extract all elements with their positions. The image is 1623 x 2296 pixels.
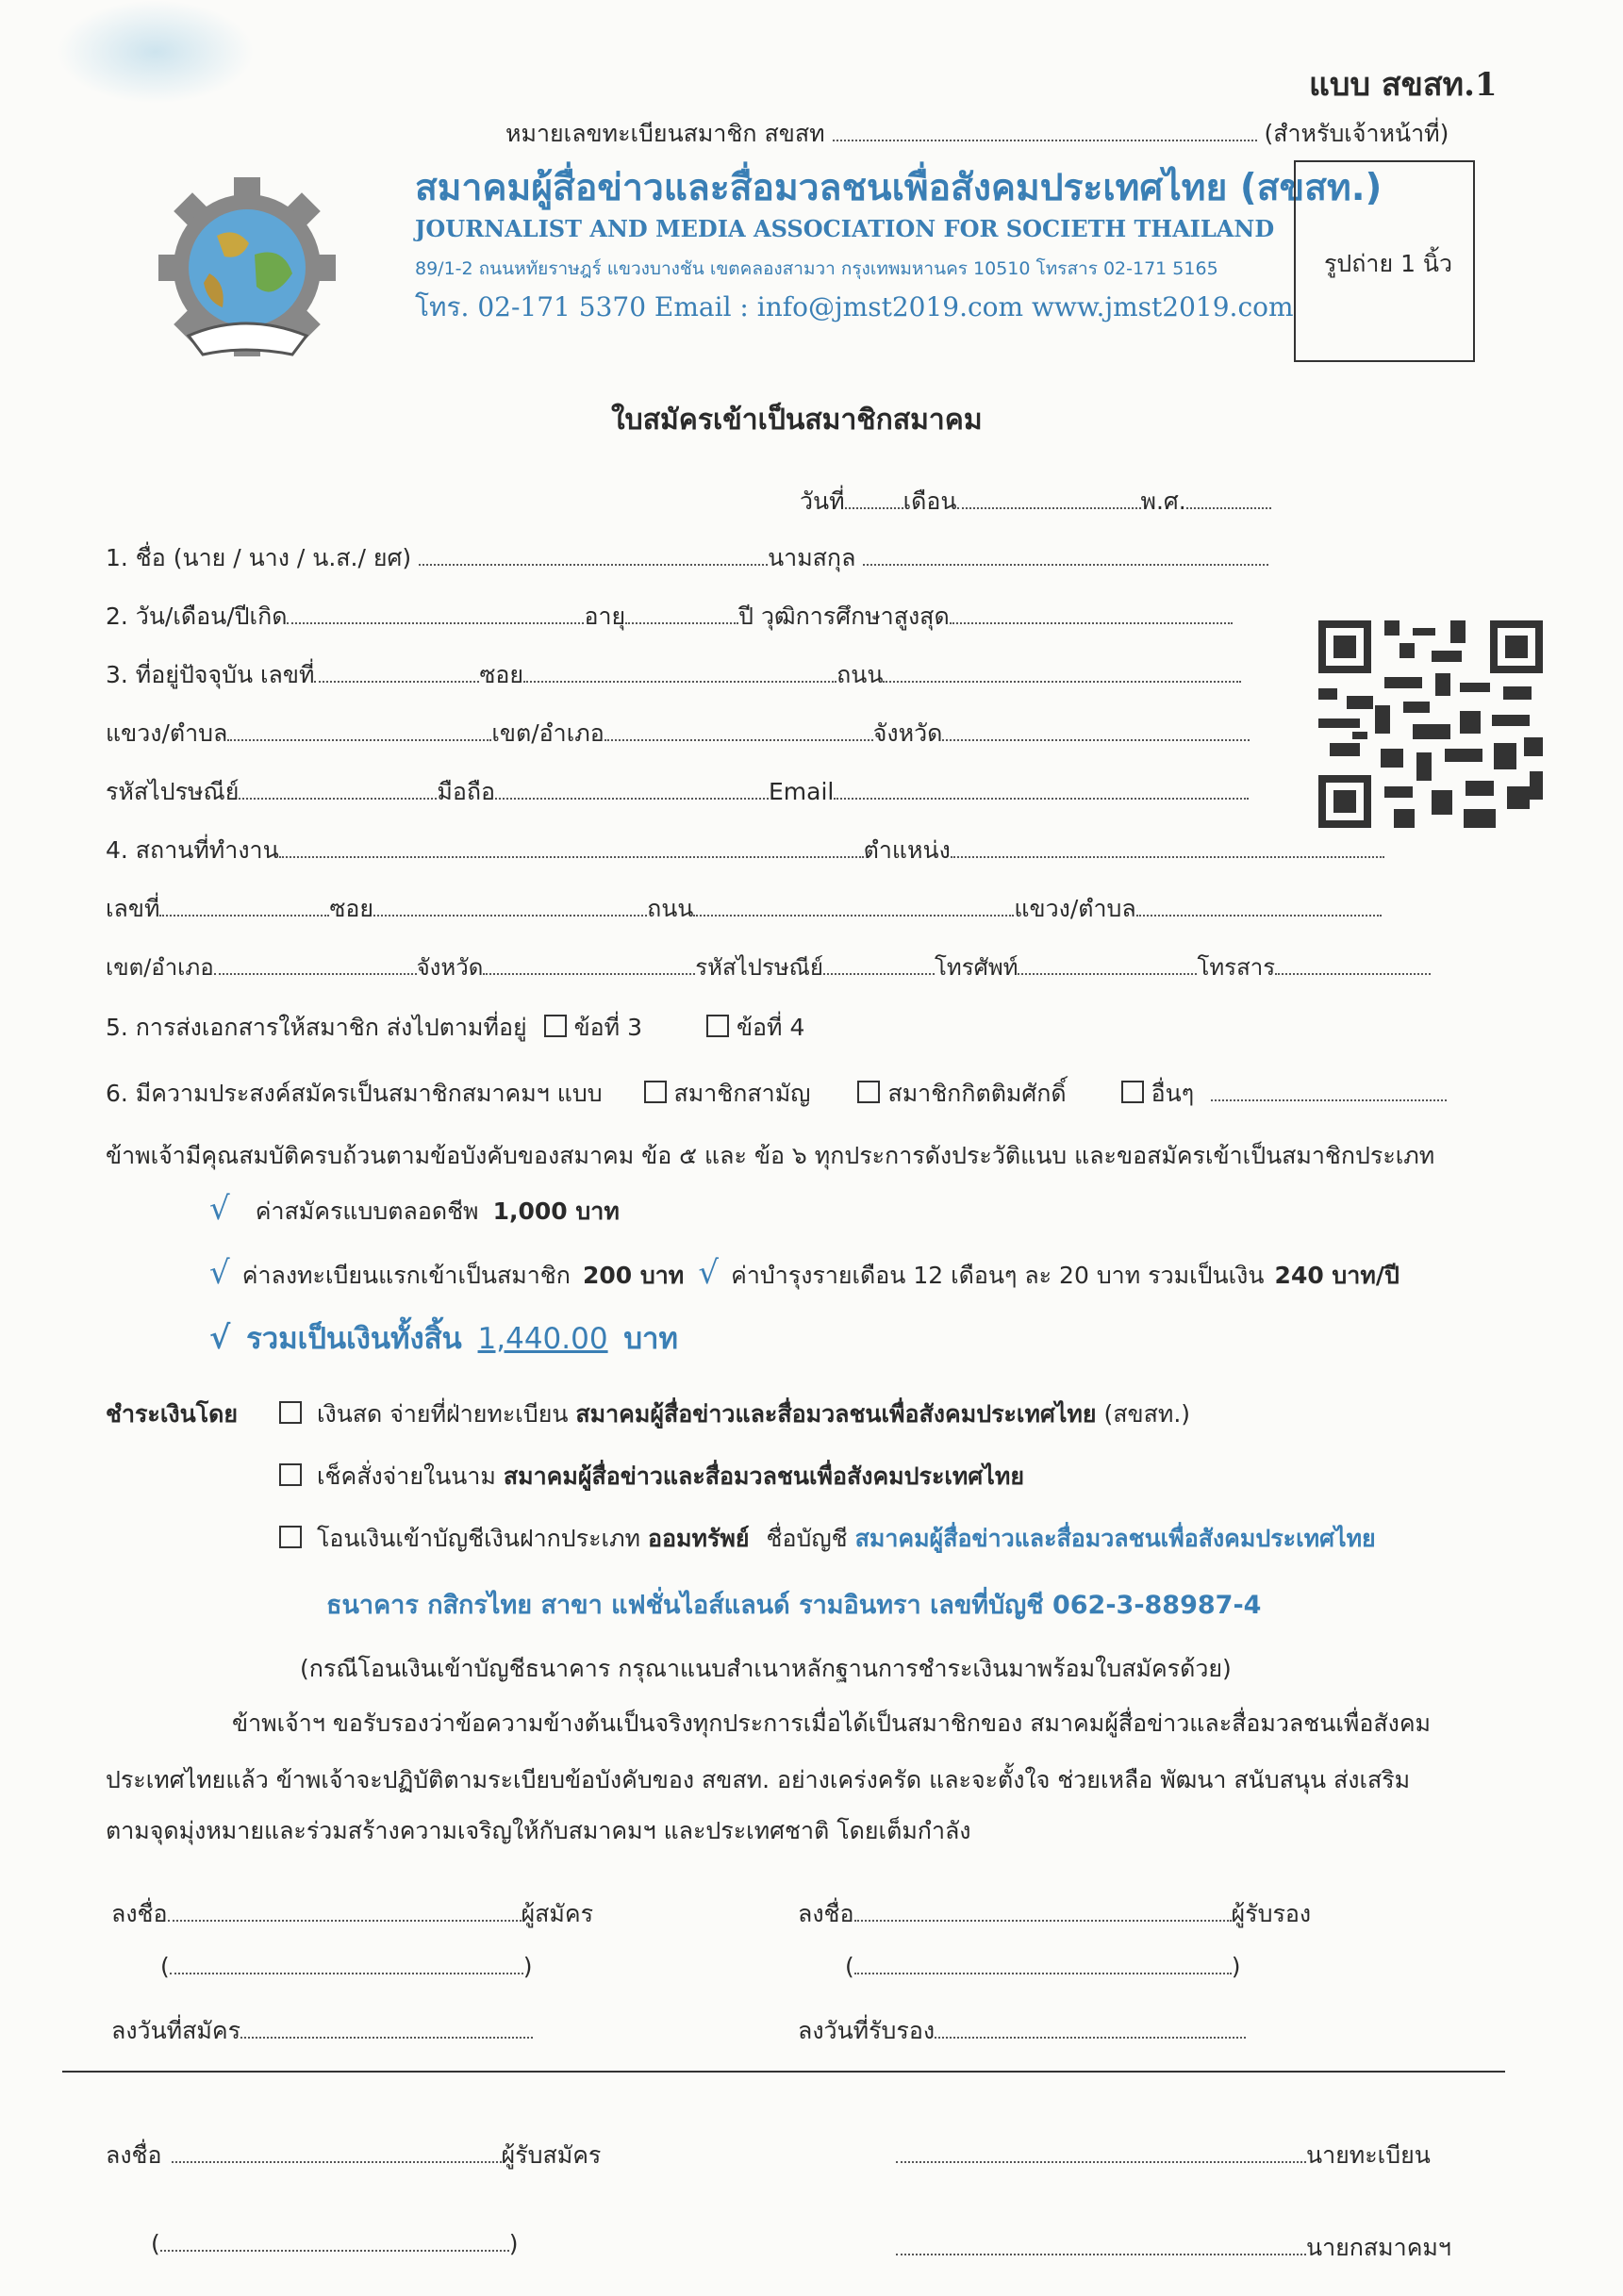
- q4-row3: [106, 949, 1431, 985]
- q3-address-label: 3. ที่อยู่ปัจจุบัน เลขที่: [106, 661, 315, 688]
- form-code: แบบ สขสท.1: [1309, 66, 1498, 104]
- education-label: ปี วุฒิการศึกษาสูงสุด: [738, 603, 950, 630]
- applicant-name-field[interactable]: [170, 1952, 523, 1974]
- close-paren: ): [508, 2230, 519, 2257]
- q3-row3: [106, 773, 1249, 811]
- fee-lifetime-row: [209, 1190, 620, 1231]
- certify-date-field[interactable]: [935, 2016, 1246, 2039]
- certify-date-row: [798, 2012, 1246, 2050]
- applicant-signature-field[interactable]: [168, 1899, 522, 1922]
- certifier-name-field[interactable]: [854, 1952, 1232, 1974]
- cash-label: เงินสด จ่ายที่ฝ่ายทะเบียน: [316, 1400, 569, 1428]
- work-fax-label: โทรสาร: [1197, 954, 1276, 981]
- applicant-signature-row: [111, 1895, 593, 1933]
- birthdate-field[interactable]: [287, 602, 584, 624]
- transfer-type: ออมทรัพย์: [648, 1525, 750, 1552]
- address-road-field[interactable]: [883, 660, 1241, 683]
- education-field[interactable]: [950, 602, 1233, 624]
- cheque-label: เช็คสั่งจ่ายในนาม: [316, 1462, 496, 1490]
- open-paren: (: [845, 1953, 854, 1980]
- address-postcode-field[interactable]: [239, 777, 437, 800]
- fee-total-label: รวมเป็นเงินทั้งสิ้น: [246, 1322, 462, 1356]
- work-road-field[interactable]: [693, 894, 1014, 917]
- fee-reg-amount: 200 บาท: [582, 1262, 685, 1289]
- email-label: Email: [769, 778, 835, 805]
- date-day-label: วันที่: [800, 487, 845, 515]
- reg-number-label: หมายเลขทะเบียนสมาชิก สขสท: [505, 120, 825, 147]
- address-district-field[interactable]: [604, 719, 873, 741]
- apply-date-field[interactable]: [240, 2016, 533, 2039]
- q5-option-address3[interactable]: [544, 1014, 642, 1041]
- checkbox[interactable]: [644, 1081, 667, 1103]
- q6-option-honorary[interactable]: [857, 1080, 1066, 1107]
- date-day-field[interactable]: [845, 487, 903, 509]
- q3-soi-label: ซอย: [479, 661, 524, 688]
- org-contact: โทร. 02-171 5370 Email : info@jmst2019.com www.jmst2019.com: [415, 291, 1294, 322]
- q6-option-label: สมาชิกสามัญ: [673, 1080, 811, 1107]
- cheque-org: สมาคมผู้สื่อข่าวและสื่อมวลชนเพื่อสังคมประเทศไทย: [503, 1462, 1024, 1490]
- account-name-label: ชื่อบัญชี: [766, 1525, 848, 1552]
- registrar-row: [896, 2137, 1431, 2174]
- sign-label: ลงชื่อ: [798, 1900, 854, 1927]
- account-name: สมาคมผู้สื่อข่าวและสื่อมวลชนเพื่อสังคมประเทศไทย: [854, 1525, 1376, 1552]
- checkbox[interactable]: [1121, 1081, 1144, 1103]
- q6-other-field[interactable]: [1211, 1079, 1447, 1101]
- q4-row2: [106, 890, 1382, 928]
- fee-monthly-amount: 240 บาท/ปี: [1274, 1262, 1399, 1289]
- q6-option-ordinary[interactable]: [644, 1080, 811, 1107]
- q5-option-label: ข้อที่ 3: [573, 1014, 642, 1041]
- work-soi-field[interactable]: [373, 894, 647, 917]
- q5-option-address4[interactable]: [706, 1014, 804, 1041]
- certifier-name-row: [845, 1952, 1241, 1980]
- date-year-label: พ.ศ.: [1140, 487, 1186, 515]
- fee-lifetime-label: ค่าสมัครแบบตลอดชีพ: [255, 1198, 479, 1225]
- q6-option-other[interactable]: [1121, 1080, 1195, 1107]
- fee-monthly-label: ค่าบำรุงรายเดือน 12 เดือนๆ ละ 20 บาท รวมเป็นเงิน: [731, 1262, 1265, 1289]
- address-subdistrict-field[interactable]: [227, 719, 491, 741]
- checkbox[interactable]: [706, 1015, 729, 1037]
- close-paren: ): [522, 1953, 533, 1980]
- q1-row: [106, 539, 1268, 577]
- reg-number-field[interactable]: [833, 119, 1257, 141]
- reg-number-suffix: (สำหรับเจ้าหน้าที่): [1264, 120, 1449, 147]
- first-name-field[interactable]: [419, 543, 768, 566]
- checkbox[interactable]: [857, 1081, 880, 1103]
- apply-date-label: ลงวันที่สมัคร: [111, 2017, 241, 2044]
- date-year-field[interactable]: [1186, 487, 1271, 509]
- q4-soi-label: ซอย: [329, 895, 374, 922]
- cash-suffix: (สขสท.): [1103, 1400, 1191, 1428]
- fee-lifetime-amount: 1,000 บาท: [492, 1198, 620, 1225]
- certifier-label: ผู้รับรอง: [1231, 1900, 1312, 1927]
- president-label: นายกสมาคมฯ: [1306, 2234, 1451, 2261]
- certifier-signature-row: [798, 1895, 1311, 1933]
- fee-reg-label: ค่าลงทะเบียนแรกเข้าเป็นสมาชิก: [241, 1262, 571, 1289]
- date-line: [800, 483, 1271, 520]
- q3-province-label: จังหวัด: [872, 719, 943, 747]
- check-icon: √: [209, 1254, 230, 1292]
- paper-stain: [57, 0, 255, 104]
- president-row: [896, 2229, 1451, 2267]
- sign-label: ลงชื่อ: [111, 1900, 168, 1927]
- checkbox[interactable]: [279, 1463, 302, 1486]
- date-month-label: เดือน: [903, 487, 957, 515]
- q4-subdistrict-label: แขวง/ตำบล: [1014, 895, 1136, 922]
- checkbox[interactable]: [544, 1015, 567, 1037]
- q6-option-label: อื่นๆ: [1151, 1080, 1195, 1107]
- work-province-field[interactable]: [483, 952, 695, 975]
- receiver-name-row: [151, 2229, 519, 2257]
- surname-field[interactable]: [863, 543, 1268, 566]
- age-field[interactable]: [625, 602, 738, 624]
- q4-province-label: จังหวัด: [416, 954, 484, 981]
- work-district-field[interactable]: [214, 952, 417, 975]
- q6-row: [106, 1075, 1447, 1113]
- q3-subdistrict-label: แขวง/ตำบล: [106, 719, 228, 747]
- applicant-name-row: [160, 1952, 533, 1980]
- association-logo: [151, 170, 340, 368]
- registrar-signature-field[interactable]: [896, 2140, 1306, 2163]
- q4-row1: [106, 832, 1384, 869]
- email-field[interactable]: [834, 777, 1249, 800]
- check-icon: √: [209, 1319, 231, 1357]
- work-phone-field[interactable]: [1018, 952, 1197, 975]
- transfer-note: (กรณีโอนเงินเข้าบัญชีธนาคาร กรุณาแนบสำเนาหลักฐานการชำระเงินมาพร้อมใบสมัครด้วย): [300, 1655, 1232, 1682]
- q3-road-label: ถนน: [836, 661, 884, 688]
- position-label: ตำแหน่ง: [863, 836, 951, 864]
- declaration-line-2: ประเทศไทยแล้ว ข้าพเจ้าจะปฏิบัติตามระเบียบข้อบังคับของ สขสท. อย่างเคร่งครัด และจะตั้งใจ ช่วยเหลือ พัฒนา สนับสนุน ส่งเสริม: [106, 1766, 1411, 1793]
- form-title: ใบสมัครเข้าเป็นสมาชิกสมาคม: [611, 404, 983, 437]
- qualify-statement: ข้าพเจ้ามีคุณสมบัติครบถ้วนตามข้อบังคับของสมาคม ข้อ ๕ และ ข้อ ๖ ทุกประการดังประวัติแนบ และขอสมัครเข้าเป็นสมาชิกประเภท: [106, 1142, 1435, 1169]
- q3-row2: [106, 715, 1250, 752]
- photo-label: รูปถ่าย 1 นิ้ว: [1324, 250, 1453, 277]
- receiver-label: ผู้รับสมัคร: [501, 2141, 602, 2169]
- q6-membership-label: 6. มีความประสงค์สมัครเป็นสมาชิกสมาคมฯ แบบ: [106, 1080, 603, 1107]
- open-paren: (: [151, 2230, 160, 2257]
- payment-cheque-option[interactable]: [279, 1458, 1024, 1495]
- checkbox[interactable]: [279, 1401, 302, 1424]
- apply-date-row: [111, 2012, 533, 2050]
- declaration-line-3: ตามจุดมุ่งหมายและร่วมสร้างความเจริญให้กับสมาคมฯ และประเทศชาติ โดยเต็มกำลัง: [106, 1817, 971, 1844]
- q3-postcode-label: รหัสไปรษณีย์: [106, 778, 240, 805]
- address-soi-field[interactable]: [523, 660, 836, 683]
- work-phone-label: โทรศัพท์: [934, 954, 1019, 981]
- position-field[interactable]: [951, 835, 1384, 858]
- applicant-label: ผู้สมัคร: [521, 1900, 594, 1927]
- org-address: 89/1-2 ถนนหทัยราษฎร์ แขวงบางชัน เขตคลองสามวา กรุงเทพมหานคร 10510 โทรสาร 02-171 5165: [415, 258, 1218, 279]
- certify-date-label: ลงวันที่รับรอง: [798, 2017, 936, 2044]
- certifier-signature-field[interactable]: [854, 1899, 1232, 1922]
- work-subdistrict-field[interactable]: [1136, 894, 1382, 917]
- work-no-field[interactable]: [159, 894, 329, 917]
- org-name-thai: สมาคมผู้สื่อข่าวและสื่อมวลชนเพื่อสังคมประเทศไทย (สขสท.): [415, 167, 1383, 209]
- fee-total-unit: บาท: [623, 1322, 678, 1356]
- workplace-field[interactable]: [279, 835, 864, 858]
- q2-birthdate-label: 2. วัน/เดือน/ปีเกิด: [106, 603, 288, 630]
- q3-district-label: เขต/อำเภอ: [491, 719, 604, 747]
- date-month-field[interactable]: [957, 487, 1141, 509]
- declaration-line-1: ข้าพเจ้าฯ ขอรับรองว่าข้อความข้างต้นเป็นจริงทุกประการเมื่อได้เป็นสมาชิกของ สมาคมผู้สื่อข่าวและสื่อมวลชนเพื่อสังคม: [232, 1710, 1432, 1737]
- q4-district-label: เขต/อำเภอ: [106, 954, 214, 981]
- mobile-label: มือถือ: [437, 778, 496, 805]
- section-divider: [62, 2071, 1505, 2073]
- payment-label: ชำระเงินโดย: [106, 1400, 239, 1428]
- check-icon: √: [209, 1190, 230, 1228]
- photo-box[interactable]: [1294, 160, 1475, 362]
- reg-number-line: [505, 115, 1449, 153]
- work-fax-field[interactable]: [1275, 952, 1431, 975]
- receiver-signature-field[interactable]: [172, 2140, 502, 2163]
- q4-postcode-label: รหัสไปรษณีย์: [695, 954, 823, 981]
- q5-option-label: ข้อที่ 4: [736, 1014, 805, 1041]
- address-no-field[interactable]: [314, 660, 479, 683]
- q5-delivery-label: 5. การส่งเอกสารให้สมาชิก ส่งไปตามที่อยู่: [106, 1014, 527, 1041]
- receiver-name-field[interactable]: [160, 2229, 509, 2252]
- fee-total-row: [209, 1314, 678, 1362]
- registrar-label: นายทะเบียน: [1306, 2141, 1431, 2169]
- q4-road-label: ถนน: [647, 895, 694, 922]
- president-signature-field[interactable]: [896, 2233, 1306, 2255]
- q1-name-label: 1. ชื่อ (นาย / นาง / น.ส./ ยศ): [106, 544, 412, 571]
- payment-transfer-option[interactable]: [279, 1520, 1376, 1558]
- close-paren: ): [1231, 1953, 1241, 1980]
- q6-option-label: สมาชิกกิตติมศักดิ์: [887, 1080, 1067, 1107]
- payment-cash-option[interactable]: [279, 1396, 1190, 1433]
- q5-row: [106, 1009, 804, 1047]
- qr-code: [1318, 620, 1543, 828]
- q4-no-label: เลขที่: [106, 895, 160, 922]
- work-postcode-field[interactable]: [823, 952, 935, 975]
- q3-row1: [106, 656, 1241, 694]
- receiver-signature-row: [106, 2137, 601, 2174]
- open-paren: (: [160, 1953, 170, 1980]
- org-name-english: JOURNALIST AND MEDIA ASSOCIATION FOR SOCIETH THAILAND: [415, 215, 1275, 242]
- mobile-field[interactable]: [495, 777, 769, 800]
- fee-total-amount: 1,440.00: [477, 1322, 608, 1356]
- age-label: อายุ: [584, 603, 626, 630]
- sign-label: ลงชื่อ: [106, 2141, 162, 2169]
- transfer-label: โอนเงินเข้าบัญชีเงินฝากประเภท: [316, 1525, 641, 1552]
- address-province-field[interactable]: [942, 719, 1250, 741]
- q2-row: [106, 598, 1233, 636]
- fee-registration-row: [209, 1254, 1399, 1295]
- q4-workplace-label: 4. สถานที่ทำงาน: [106, 836, 279, 864]
- check-icon: √: [698, 1254, 719, 1292]
- checkbox[interactable]: [279, 1526, 302, 1548]
- surname-label: นามสกุล: [768, 544, 856, 571]
- bank-account-line: ธนาคาร กสิกรไทย สาขา แฟชั่นไอส์แลนด์ รามอินทรา เลขที่บัญชี 062-3-88987-4: [326, 1591, 1262, 1620]
- cash-org: สมาคมผู้สื่อข่าวและสื่อมวลชนเพื่อสังคมประเทศไทย: [575, 1400, 1097, 1428]
